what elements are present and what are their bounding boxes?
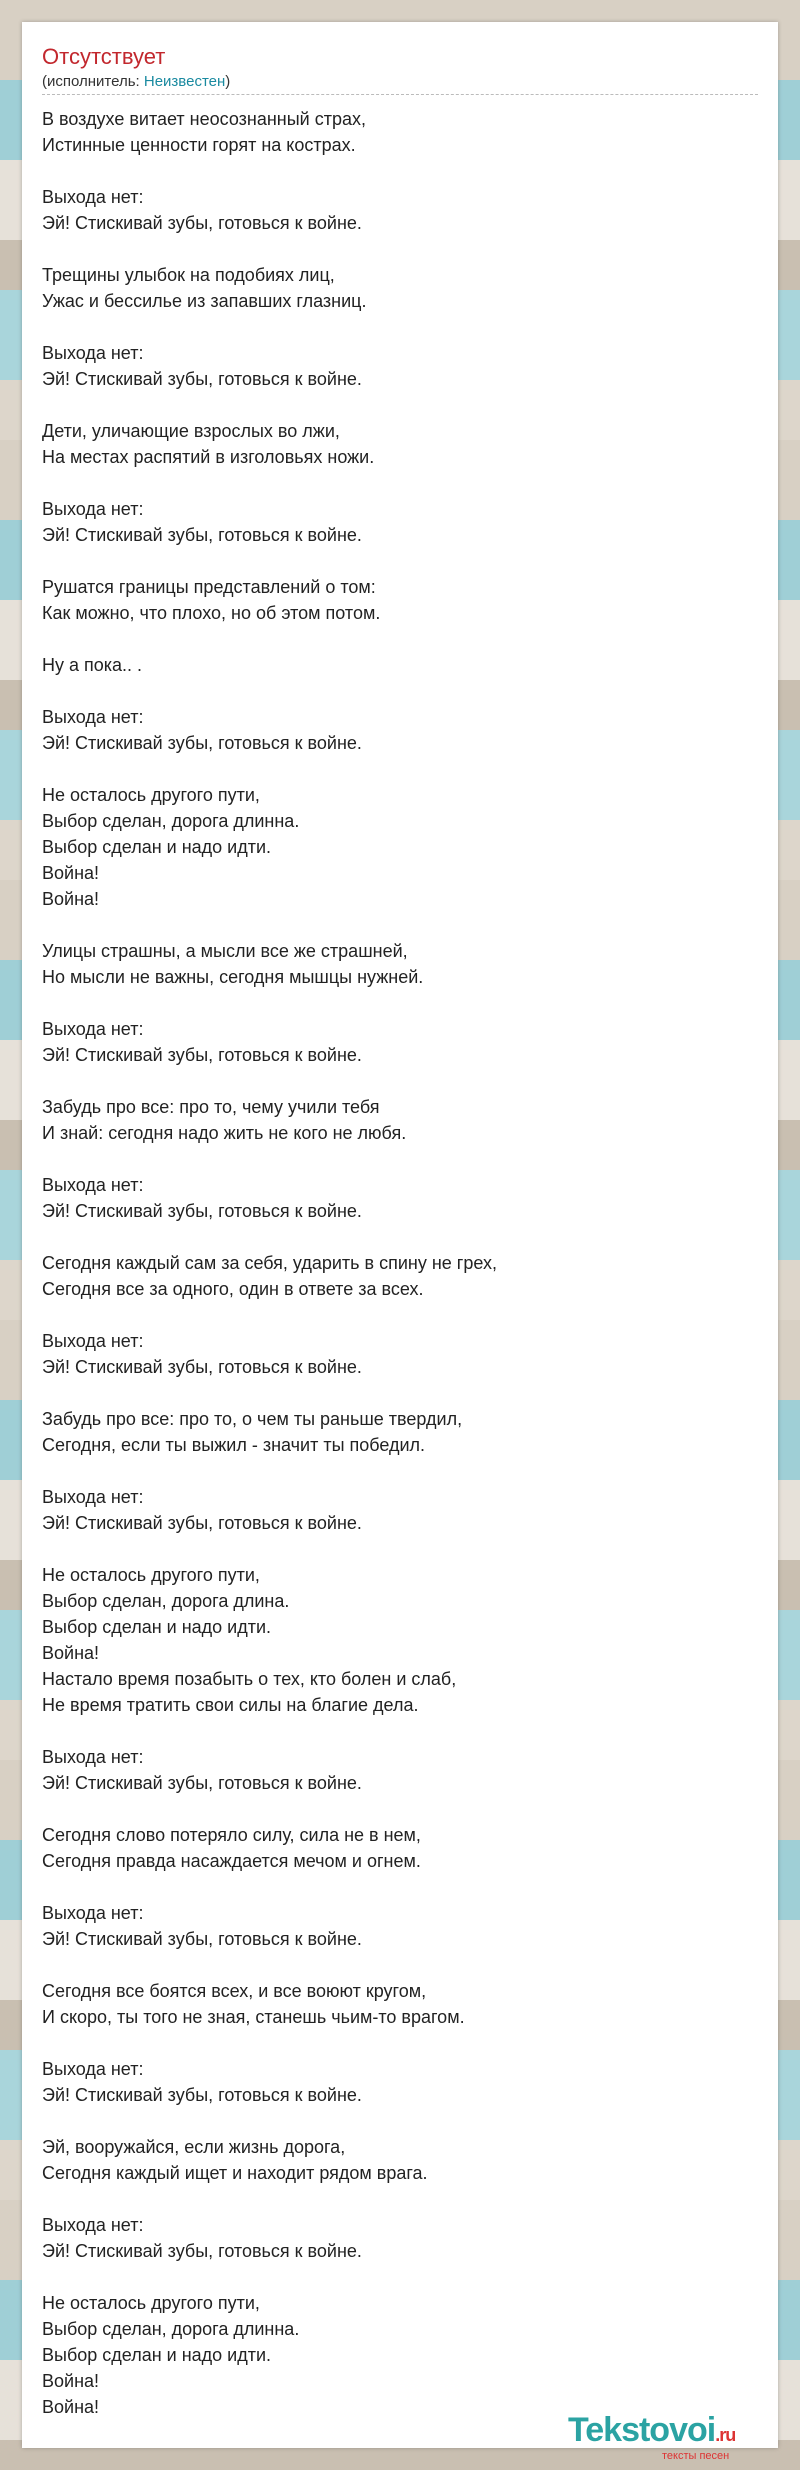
lyrics-card <box>22 22 778 2462</box>
lyric-line: Не осталось другого пути, <box>42 2293 260 2313</box>
lyric-line: Эй! Стискивай зубы, готовься к войне. <box>42 1773 362 1793</box>
logo-name: Tekstovoi <box>568 2411 716 2449</box>
lyric-line: Рушатся границы представлений о том: <box>42 577 376 597</box>
lyric-line: Улицы страшны, а мысли все же страшней, <box>42 941 408 961</box>
lyric-line: Выбор сделан и надо идти. <box>42 2345 272 2365</box>
lyric-line: И скоро, ты того не зная, станешь чьим-то врагом. <box>42 2007 465 2027</box>
lyric-line: Война! <box>42 889 100 909</box>
lyric-line: И знай: сегодня надо жить не кого не любя. <box>42 1123 407 1143</box>
lyric-line: Истинные ценности горят на кострах. <box>42 135 356 155</box>
lyric-line: Выхода нет: <box>42 1747 144 1767</box>
lyric-line: Забудь про все: про то, чему учили тебя <box>42 1097 380 1117</box>
lyric-line <box>42 314 758 340</box>
lyric-line <box>42 1068 758 1094</box>
logo-suffix: .ru <box>715 2425 736 2445</box>
lyric-line <box>42 158 758 184</box>
lyric-line <box>42 1536 758 1562</box>
lyric-line: Выхода нет: <box>42 1019 144 1039</box>
lyric-line <box>42 2186 758 2212</box>
lyric-line <box>42 1874 758 1900</box>
lyric-line: Эй! Стискивай зубы, готовься к войне. <box>42 213 362 233</box>
lyric-line: Выхода нет: <box>42 2059 144 2079</box>
lyric-line: Война! <box>42 2397 100 2417</box>
lyric-line: Ужас и бессилье из запавших глазниц. <box>42 291 367 311</box>
song-title: Отсутствует <box>42 44 166 69</box>
lyric-line <box>42 1796 758 1822</box>
lyric-line: Не осталось другого пути, <box>42 785 260 805</box>
lyric-line <box>42 2264 758 2290</box>
lyric-line: Выхода нет: <box>42 1175 144 1195</box>
lyric-line <box>42 1224 758 1250</box>
lyric-line <box>42 1380 758 1406</box>
lyric-line <box>42 1458 758 1484</box>
lyric-line: Сегодня все за одного, один в ответе за всех. <box>42 1279 424 1299</box>
lyric-line: Выхода нет: <box>42 1487 144 1507</box>
lyric-line <box>42 1718 758 1744</box>
lyric-line: Эй! Стискивай зубы, готовься к войне. <box>42 1201 362 1221</box>
lyric-line <box>42 756 758 782</box>
lyric-line: Эй! Стискивай зубы, готовься к войне. <box>42 1929 362 1949</box>
lyric-line <box>42 678 758 704</box>
lyric-line: Выхода нет: <box>42 2215 144 2235</box>
lyric-line <box>42 2030 758 2056</box>
lyric-line: Эй! Стискивай зубы, готовься к войне. <box>42 2085 362 2105</box>
lyric-line: Война! <box>42 863 100 883</box>
lyric-line: Ну а пока.. . <box>42 655 143 675</box>
lyric-line: Выбор сделан, дорога длинна. <box>42 811 300 831</box>
lyric-line: Не осталось другого пути, <box>42 1565 260 1585</box>
lyric-line: Эй! Стискивай зубы, готовься к войне. <box>42 1357 362 1377</box>
lyric-line: Сегодня все боятся всех, и все воюют кругом, <box>42 1981 427 2001</box>
lyric-line <box>42 1302 758 1328</box>
lyric-line: Как можно, что плохо, но об этом потом. <box>42 603 381 623</box>
lyric-line <box>42 1146 758 1172</box>
lyric-line: Выбор сделан, дорога длинна. <box>42 2319 300 2339</box>
lyric-line: На местах распятий в изголовьях ножи. <box>42 447 375 467</box>
divider <box>42 94 758 95</box>
lyric-line <box>42 236 758 262</box>
lyric-line: Выхода нет: <box>42 187 144 207</box>
lyric-line: Сегодня слово потеряло силу, сила не в нем, <box>42 1825 421 1845</box>
lyric-line <box>42 470 758 496</box>
artist-link[interactable]: Неизвестен <box>143 73 226 90</box>
lyric-line: Забудь про все: про то, о чем ты раньше твердил, <box>42 1409 463 1429</box>
lyric-line: Эй! Стискивай зубы, готовься к войне. <box>42 369 362 389</box>
lyric-line <box>42 548 758 574</box>
lyric-line: Эй! Стискивай зубы, готовься к войне. <box>42 1513 362 1533</box>
song-subtitle <box>42 73 230 91</box>
lyric-line <box>42 392 758 418</box>
lyric-line: Выхода нет: <box>42 707 144 727</box>
lyric-line <box>42 626 758 652</box>
lyric-line: Трещины улыбок на подобиях лиц, <box>42 265 335 285</box>
lyric-line: Эй! Стискивай зубы, готовься к войне. <box>42 525 362 545</box>
lyric-line <box>42 2108 758 2134</box>
logo-tagline: тексты песен <box>662 2450 730 2462</box>
lyric-line: Выбор сделан, дорога длина. <box>42 1591 290 1611</box>
lyric-line: Сегодня правда насаждается мечом и огнем. <box>42 1851 421 1871</box>
lyric-line: Выхода нет: <box>42 1331 144 1351</box>
lyric-line: В воздухе витает неосознанный страх, <box>42 109 366 129</box>
lyric-line: Выхода нет: <box>42 499 144 519</box>
lyric-line: Сегодня каждый ищет и находит рядом врага. <box>42 2163 428 2183</box>
lyric-line: Эй! Стискивай зубы, готовься к войне. <box>42 1045 362 1065</box>
artist-prefix: (исполнитель: <box>42 73 144 90</box>
lyric-line: Но мысли не важны, сегодня мышцы нужней. <box>42 967 424 987</box>
lyric-line: Настало время позабыть о тех, кто болен и слаб, <box>42 1669 457 1689</box>
lyric-line: Дети, уличающие взрослых во лжи, <box>42 421 340 441</box>
lyric-line: Выхода нет: <box>42 343 144 363</box>
lyric-line: Не время тратить свои силы на благие дела. <box>42 1695 419 1715</box>
artist-suffix: ) <box>225 73 231 90</box>
lyric-line: Война! <box>42 2371 100 2391</box>
lyric-line: Выбор сделан и надо идти. <box>42 1617 272 1637</box>
lyric-line: Сегодня каждый сам за себя, ударить в спину не грех, <box>42 1253 497 1273</box>
lyric-line <box>42 1952 758 1978</box>
lyric-line: Эй! Стискивай зубы, готовься к войне. <box>42 2241 362 2261</box>
lyric-line: Эй! Стискивай зубы, готовься к войне. <box>42 733 362 753</box>
lyric-line <box>42 912 758 938</box>
lyric-line <box>42 990 758 1016</box>
lyric-line: Сегодня, если ты выжил - значит ты победил. <box>42 1435 426 1455</box>
lyric-line: Выбор сделан и надо идти. <box>42 837 272 857</box>
lyric-line: Эй, вооружайся, если жизнь дорога, <box>42 2137 346 2157</box>
lyric-line: Выхода нет: <box>42 1903 144 1923</box>
lyrics-text <box>42 106 758 2420</box>
lyric-line: Война! <box>42 1643 100 1663</box>
site-logo[interactable] <box>568 2412 735 2453</box>
